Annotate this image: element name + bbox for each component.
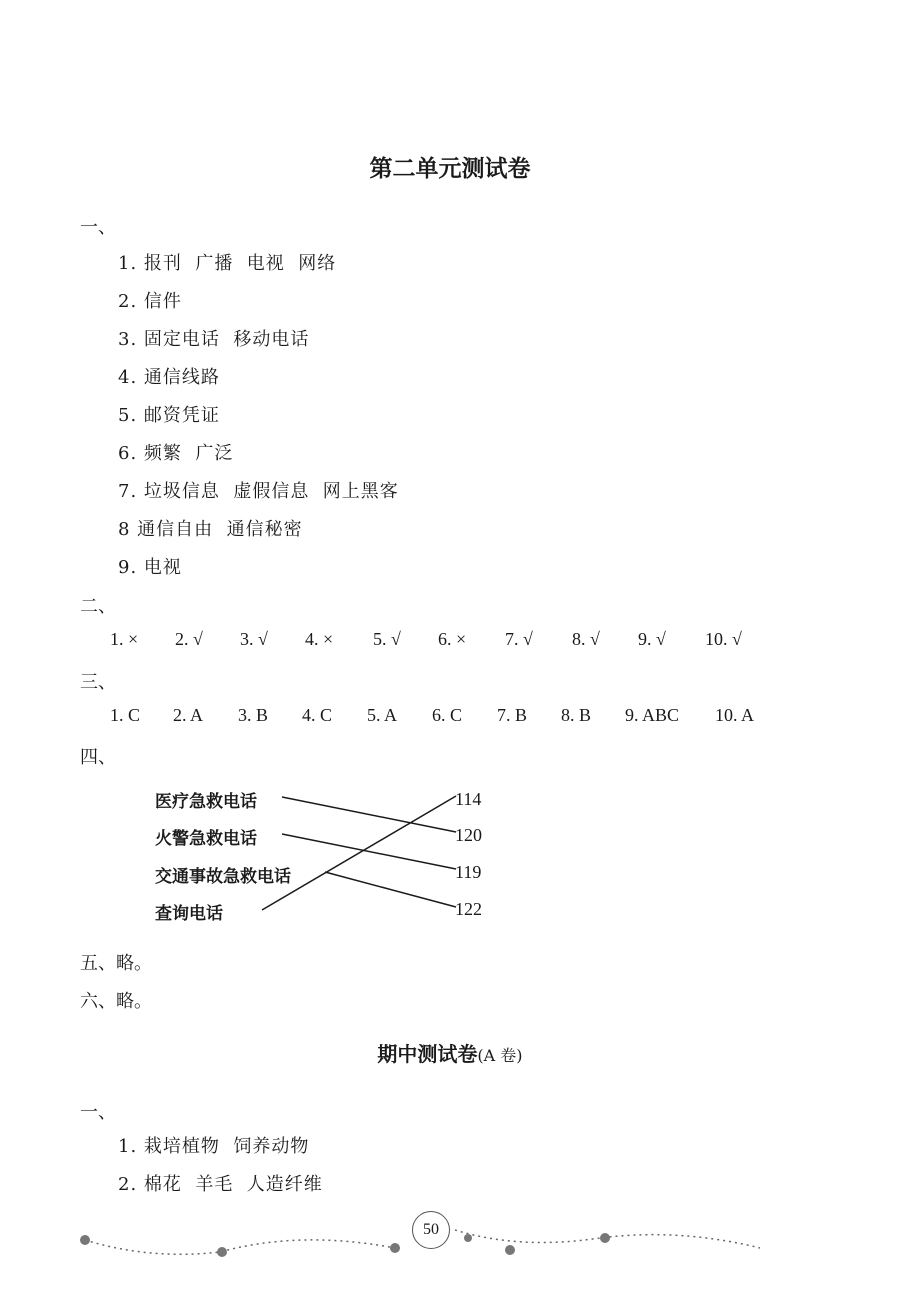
s2-answer: 4. × (305, 629, 334, 649)
midterm-section-1-label: 一、 (80, 1102, 116, 1123)
s1-item-9: 9. 电视 (118, 557, 182, 578)
match-line-1 (282, 797, 456, 832)
match-right-1: 114 (455, 789, 482, 809)
s3-answer: 5. A (367, 705, 398, 725)
s1-item-5: 5. 邮资凭证 (118, 405, 220, 426)
footer-decoration (0, 1200, 900, 1270)
s3-answer: 4. C (302, 705, 333, 725)
midterm-s1-item-2: 2. 棉花 羊毛 人造纤维 (118, 1174, 323, 1195)
s3-answer: 7. B (497, 705, 528, 725)
midterm-title-suffix: (A 卷) (477, 1046, 523, 1065)
s3-answer: 1. C (110, 705, 141, 725)
section-6: 六、略。 (80, 991, 152, 1012)
match-line-2 (282, 834, 456, 869)
midterm-title-main: 期中测试卷 (377, 1042, 478, 1066)
s2-answer: 9. √ (638, 629, 666, 649)
s2-answer: 1. × (110, 629, 139, 649)
s3-answer: 6. C (432, 705, 463, 725)
s2-answer: 5. √ (373, 629, 401, 649)
match-left-1: 医疗急救电话 (155, 792, 257, 812)
s3-answer: 10. A (715, 705, 755, 725)
match-left-3: 交通事故急救电话 (155, 867, 291, 887)
s2-answer: 10. √ (705, 629, 742, 649)
s2-answer: 3. √ (240, 629, 268, 649)
match-right-4: 122 (455, 899, 482, 919)
match-right-2: 120 (455, 825, 482, 845)
section-5: 五、略。 (80, 953, 152, 974)
s1-item-8: 8 通信自由 通信秘密 (118, 519, 303, 540)
s1-item-1: 1. 报刊 广播 电视 网络 (118, 253, 337, 274)
s2-answer: 8. √ (572, 629, 600, 649)
midterm-s1-item-1: 1. 栽培植物 饲养动物 (118, 1136, 310, 1157)
match-line-3 (325, 872, 456, 907)
s1-item-3: 3. 固定电话 移动电话 (118, 329, 310, 350)
s3-answer: 3. B (238, 705, 269, 725)
s2-answer: 6. × (438, 629, 467, 649)
match-right-3: 119 (455, 862, 482, 882)
match-left-2: 火警急救电话 (155, 829, 257, 849)
midterm-title (0, 1038, 900, 1067)
s3-answer: 9. ABC (625, 705, 680, 725)
page-number: 50 (412, 1211, 450, 1249)
unit-test-title: 第二单元测试卷 (369, 156, 531, 182)
s1-item-7: 7. 垃圾信息 虚假信息 网上黑客 (118, 481, 399, 502)
s2-answer: 2. √ (175, 629, 203, 649)
section-2-label: 二、 (80, 596, 116, 617)
s1-item-6: 6. 频繁 广泛 (118, 443, 234, 464)
section-3-label: 三、 (80, 672, 116, 693)
s1-item-2: 2. 信件 (118, 291, 182, 312)
s3-answer: 2. A (173, 705, 204, 725)
s3-answer: 8. B (561, 705, 592, 725)
section-1-label: 一、 (80, 217, 116, 238)
s1-item-4: 4. 通信线路 (118, 367, 220, 388)
section-4-label: 四、 (80, 747, 116, 768)
match-left-4: 查询电话 (155, 904, 223, 924)
s2-answer: 7. √ (505, 629, 533, 649)
